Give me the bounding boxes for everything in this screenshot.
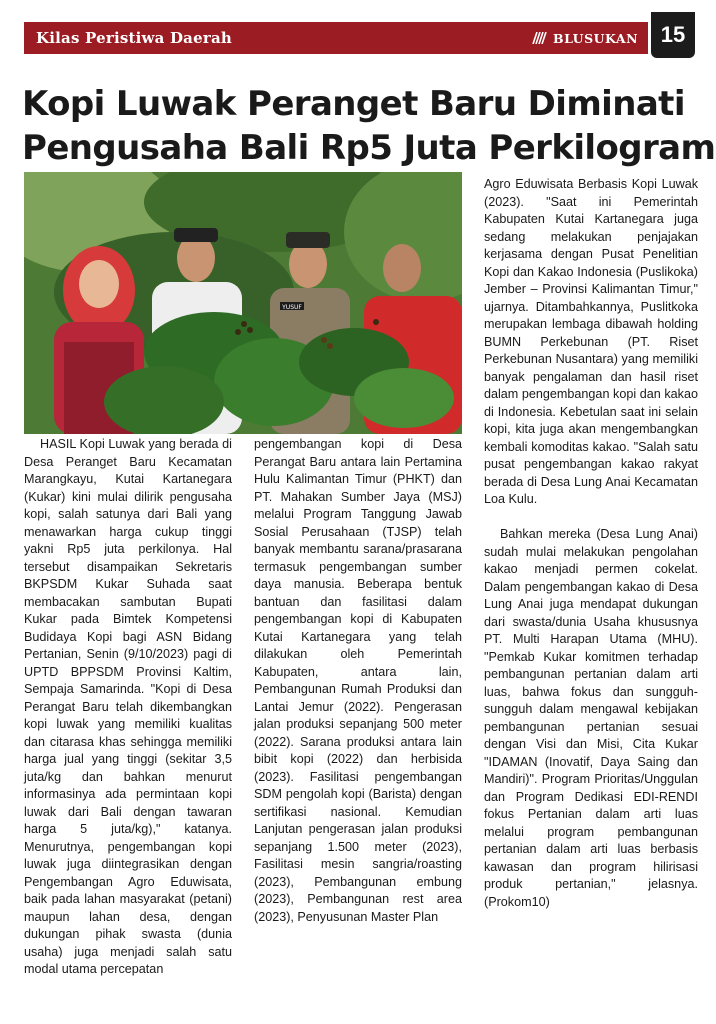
headline [22,82,716,170]
page-number: 15 [651,12,695,58]
article-photo [24,172,462,434]
coffee-farm-photo-illustration [24,172,462,434]
section-title: Kilas Peristiwa Daerah [36,29,232,47]
article-column-1 [24,436,232,979]
article-paragraph: pengembangan kopi di Desa Perangat Baru antara lain Pertamina Hulu Kalimantan Timur (PHKT) dan PT. Mahakan Sumber Jaya (MSJ) melalui Program Tanggung Jawab Sosial Perusahaan (TJSP) telah banyak membantu sarana/prasarana termasuk pengembangan sumber daya manusia. Beberapa bentuk bantuan dan fasilitasi dalam pengembangan kopi di Kabupaten Kutai Kartanegara yang telah dilakukan oleh Pemerintah Kabupaten, antara lain, Pembangunan Rumah Produksi dan Lantai Jemur (2022). Pengerasan jalan produksi sepanjang 500 meter (2022). Sarana produksi antara lain bibit kopi (2022) dan herbisida (2023). Fasilitasi pengembangan SDM pengolah kopi (Barista) dengan sertifikasi nasional. Kemudian Lanjutan pengerasan jalan produksi sepanjang 1.500 meter (2023), Fasilitasi mesin sangria/roasting (2023), Pembangunan embung (2023), Pembangunan rest area (2023), Penyusunan Master Plan [254,437,462,924]
article-paragraph: Agro Eduwisata Berbasis Kopi Luwak (2023). "Saat ini Pemerintah Kabupaten Kutai Kartanegara juga sedang melakukan penjajakan kerjasama dengan Pusat Penelitian Kopi dan Kakao Indonesia (Puslikoka) Jember – Provinsi Kalimantan Timur," ujarnya. Ditambahkannya, Puslitkoka merupakan lembaga dibawah holding BUMN Perkebunan (PT. Riset Perkebunan Nusantara) yang memiliki banyak pengalaman dan hasil riset dalam pengembangan kopi dan kakao di Indonesia. Kebetulan saat ini selain kopi, kita juga akan mengembangkan kembali komoditas kakao. "Salah satu pusat pengembangan kakao rakyat berada di Desa Lung Anai Kecamatan Loa Kulu. [484,177,698,506]
stripes-icon [532,32,548,44]
article-column-2 [254,436,462,926]
article-paragraph: HASIL Kopi Luwak yang berada di Desa Peranget Baru Kecamatan Marangkayu, Kutai Kartanegara (Kukar) kini mulai dilirik pengusaha kopi, salah satunya dari Bali yang menawarkan harga cukup tinggi yakni Rp5 juta perkilonya. Hal tersebut disampaikan Sekretaris BKPSDM Kukar Suhada saat membacakan sambutan Bupati Kukar pada Bimtek Kompetensi Budidaya Kopi bagi ASN Bidang Pertanian, Senin (9/10/2023) pagi di UPTD BPPSDM Provinsi Kaltim, Sempaja Samarinda. "Kopi di Desa Perangat Baru telah dikembangkan kopi luwak yang memiliki kualitas dan citarasa khas sehingga memiliki harga jual yang tinggi (sekitar 3,5 juta/kg dan bahkan menurut informasinya ada permintaan kopi luwak dari Bali dengan tawaran harga 5 juta/kg)," katanya. Menurutnya, pengembangan kopi luwak juga diintegrasikan dengan Pengembangan Agro Eduwisata, baik pada lahan masyarakat (petani) maupun lahan desa, dengan dukungan pihak swasta (dunia usaha) juga menjadi salah satu modal utama percepatan [24,437,232,976]
section-header-bar [24,22,648,54]
article-paragraph: Bahkan mereka (Desa Lung Anai) sudah mulai melakukan pengolahan kakao menjadi permen cokelat. Dalam pengembangan kakao di Desa Lung Anai juga mendapat dukungan dari swasta/dunia Usaha khususnya PT. Multi Harapan Utama (MHU). "Pemkab Kukar komitmen terhadap pembangunan pertanian dalam arti luas, bahwa fokus dan sungguh-sungguh dalam mengawal kebijakan pembangunan pertanian sesuai dengan Visi dan Misi, Cita Kukar "IDAMAN (Inovatif, Daya Saing dan Mandiri)". Program Prioritas/Unggulan dan Program Dedikasi EDI-RENDI fokus Pertanian dalam arti luas melalui program pembangunan pertanian dalam arti luas berbasis kawasan dan program hilirisasi produk pertanian," jelasnya. (Prokom10) [484,527,698,909]
rubric-label [532,31,638,46]
article-column-3 [484,176,698,911]
headline-line-2: Pengusaha Bali Rp5 Juta Perkilogram [22,128,716,168]
headline-line-1: Kopi Luwak Peranget Baru Diminati [22,84,685,124]
rubric-text: BLUSUKAN [553,30,638,46]
officer-name-tag: YUSUF [282,304,302,311]
